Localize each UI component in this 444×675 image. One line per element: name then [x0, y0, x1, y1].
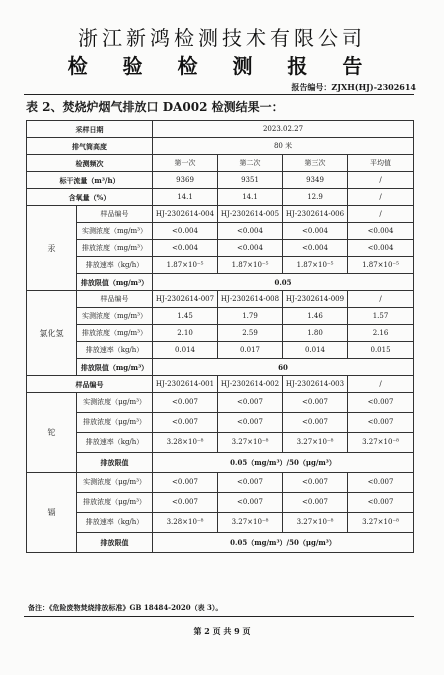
- report-title: 检 验 检 测 报 告: [67, 54, 377, 78]
- table-cell: 平均值: [348, 155, 414, 172]
- table-row: [27, 433, 414, 453]
- table-row: [27, 172, 414, 189]
- row-label: 排放限值（mg/m³）: [77, 274, 153, 291]
- header-rule: [24, 94, 414, 95]
- table-cell: 0.017: [218, 342, 283, 359]
- row-label: 排放速率（kg/h）: [77, 513, 153, 533]
- table-cell: 1.87×10⁻⁵: [283, 257, 348, 274]
- table-cell: 3.28×10⁻⁸: [153, 513, 218, 533]
- table-cell: 3.27×10⁻⁸: [218, 513, 283, 533]
- table-cell: <0.007: [348, 473, 414, 493]
- table-row: [27, 493, 414, 513]
- row-label: 排放速率（kg/h）: [77, 342, 153, 359]
- table-cell: <0.004: [153, 240, 218, 257]
- table-cell: <0.007: [218, 393, 283, 413]
- table-cell: <0.007: [153, 413, 218, 433]
- table-cell: 3.27×10⁻⁸: [283, 513, 348, 533]
- table-cell: /: [348, 206, 414, 223]
- table-row: [27, 342, 414, 359]
- table-cell: 第二次: [218, 155, 283, 172]
- table-cell: HJ-2302614-006: [283, 206, 348, 223]
- table-row: [27, 308, 414, 325]
- table-cell: /: [348, 291, 414, 308]
- table-row: [27, 240, 414, 257]
- table-cell: 第三次: [283, 155, 348, 172]
- table-row: [27, 274, 414, 291]
- table-cell: 0.014: [283, 342, 348, 359]
- table-row: [27, 359, 414, 376]
- row-label: 实测浓度（μg/m³）: [77, 393, 153, 413]
- table-row: [27, 121, 414, 138]
- table-cell: <0.007: [218, 493, 283, 513]
- table-cell: /: [348, 189, 414, 206]
- footer-rule: [24, 616, 414, 617]
- row-label: 排放限值: [77, 453, 153, 473]
- table-cell: <0.007: [348, 493, 414, 513]
- table-cell: 第一次: [153, 155, 218, 172]
- table-cell: 2.16: [348, 325, 414, 342]
- frequency-label: 检测频次: [27, 155, 153, 172]
- row-label: 排放浓度（μg/m³）: [77, 493, 153, 513]
- sample-row-label: 样品编号: [27, 376, 153, 393]
- sampling-date-label: 采样日期: [27, 121, 153, 138]
- results-table: [26, 120, 414, 553]
- row-label: 排放速率（kg/h）: [77, 433, 153, 453]
- row-label: 样品编号: [77, 291, 153, 308]
- hcl-group-label: 氯化氢: [27, 291, 77, 376]
- table-cell: 2.10: [153, 325, 218, 342]
- thallium-group-label: 铊: [27, 393, 77, 473]
- table-cell: HJ-2302614-009: [283, 291, 348, 308]
- table-row: [27, 189, 414, 206]
- table-cell: 2.59: [218, 325, 283, 342]
- table-cell: HJ-2302614-002: [218, 376, 283, 393]
- limit-value: 0.05（mg/m³）/50（μg/m³）: [153, 453, 414, 473]
- table-cell: 14.1: [153, 189, 218, 206]
- table-cell: HJ-2302614-007: [153, 291, 218, 308]
- mercury-group-label: 汞: [27, 206, 77, 291]
- table-cell: /: [348, 172, 414, 189]
- table-row: [27, 138, 414, 155]
- cadmium-group-label: 镉: [27, 473, 77, 553]
- table-cell: 14.1: [218, 189, 283, 206]
- table-cell: 1.45: [153, 308, 218, 325]
- limit-value: 0.05: [153, 274, 414, 291]
- table-cell: <0.004: [218, 223, 283, 240]
- table-cell: 3.28×10⁻⁸: [153, 433, 218, 453]
- table-row: [27, 223, 414, 240]
- table-cell: <0.007: [153, 473, 218, 493]
- table-cell: <0.007: [348, 413, 414, 433]
- table-cell: 1.57: [348, 308, 414, 325]
- table-row: [27, 453, 414, 473]
- table-cell: <0.004: [153, 223, 218, 240]
- table-row: [27, 413, 414, 433]
- table-cell: <0.004: [283, 240, 348, 257]
- row-label: 实测浓度（μg/m³）: [77, 473, 153, 493]
- table-cell: <0.007: [348, 393, 414, 413]
- table-cell: 1.79: [218, 308, 283, 325]
- table-cell: 1.87×10⁻⁵: [218, 257, 283, 274]
- table-cell: HJ-2302614-004: [153, 206, 218, 223]
- table-row: [27, 513, 414, 533]
- table-cell: 0.015: [348, 342, 414, 359]
- table-row: [27, 155, 414, 172]
- table-row: [27, 393, 414, 413]
- table-cell: 9369: [153, 172, 218, 189]
- table-row: [27, 325, 414, 342]
- row-label: 排放限值: [77, 533, 153, 553]
- table-cell: <0.007: [218, 413, 283, 433]
- table-row: [27, 257, 414, 274]
- table-cell: <0.007: [218, 473, 283, 493]
- row-label: 排放浓度（mg/m³）: [77, 240, 153, 257]
- table-cell: <0.007: [283, 493, 348, 513]
- table-row: [27, 473, 414, 493]
- row-label: 排放限值（mg/m³）: [77, 359, 153, 376]
- limit-value: 60: [153, 359, 414, 376]
- stack-height-value: 80 米: [153, 138, 414, 155]
- table-cell: 9349: [283, 172, 348, 189]
- table-cell: HJ-2302614-005: [218, 206, 283, 223]
- table-row: [27, 376, 414, 393]
- oxygen-label: 含氧量（%）: [27, 189, 153, 206]
- row-label: 排放浓度（mg/m³）: [77, 325, 153, 342]
- sampling-date-value: 2023.02.27: [153, 121, 414, 138]
- row-label: 排放速率（kg/h）: [77, 257, 153, 274]
- table-cell: HJ-2302614-003: [283, 376, 348, 393]
- table-cell: 12.9: [283, 189, 348, 206]
- table-row: [27, 291, 414, 308]
- table-cell: <0.007: [283, 393, 348, 413]
- table-cell: <0.007: [153, 393, 218, 413]
- row-label: 排放浓度（μg/m³）: [77, 413, 153, 433]
- table-cell: <0.004: [348, 240, 414, 257]
- flow-label: 标干流量（m³/h）: [27, 172, 153, 189]
- page-footer: 第 2 页 共 9 页: [193, 626, 251, 636]
- row-label: 实测浓度（mg/m³）: [77, 223, 153, 240]
- table-row: [27, 206, 414, 223]
- row-label: 实测浓度（mg/m³）: [77, 308, 153, 325]
- table-cell: HJ-2302614-001: [153, 376, 218, 393]
- table-cell: <0.007: [153, 493, 218, 513]
- table-cell: 1.80: [283, 325, 348, 342]
- table-cell: <0.004: [348, 223, 414, 240]
- limit-value: 0.05（mg/m³）/50（μg/m³）: [153, 533, 414, 553]
- table-cell: 9351: [218, 172, 283, 189]
- table-cell: 3.27×10⁻⁸: [348, 433, 414, 453]
- stack-height-label: 排气筒高度: [27, 138, 153, 155]
- table-cell: /: [348, 376, 414, 393]
- table-cell: 3.27×10⁻⁸: [348, 513, 414, 533]
- table-title: 表 2、焚烧炉烟气排放口 DA002 检测结果一：: [26, 100, 284, 114]
- company-name: 浙江新鸿检测技术有限公司: [78, 26, 366, 50]
- table-row: [27, 533, 414, 553]
- table-note: 备注：《危险废物焚烧排放标准》GB 18484-2020（表 3）。: [28, 603, 223, 612]
- table-cell: HJ-2302614-008: [218, 291, 283, 308]
- table-cell: 0.014: [153, 342, 218, 359]
- table-cell: <0.004: [218, 240, 283, 257]
- table-cell: 3.27×10⁻⁸: [218, 433, 283, 453]
- table-cell: <0.007: [283, 413, 348, 433]
- table-cell: <0.007: [283, 473, 348, 493]
- table-cell: 1.87×10⁻⁵: [153, 257, 218, 274]
- table-cell: <0.004: [283, 223, 348, 240]
- row-label: 样品编号: [77, 206, 153, 223]
- table-cell: 1.46: [283, 308, 348, 325]
- table-cell: 3.27×10⁻⁸: [283, 433, 348, 453]
- table-cell: 1.87×10⁻⁵: [348, 257, 414, 274]
- report-number: 报告编号：ZJXH(HJ)-2302614: [291, 82, 416, 92]
